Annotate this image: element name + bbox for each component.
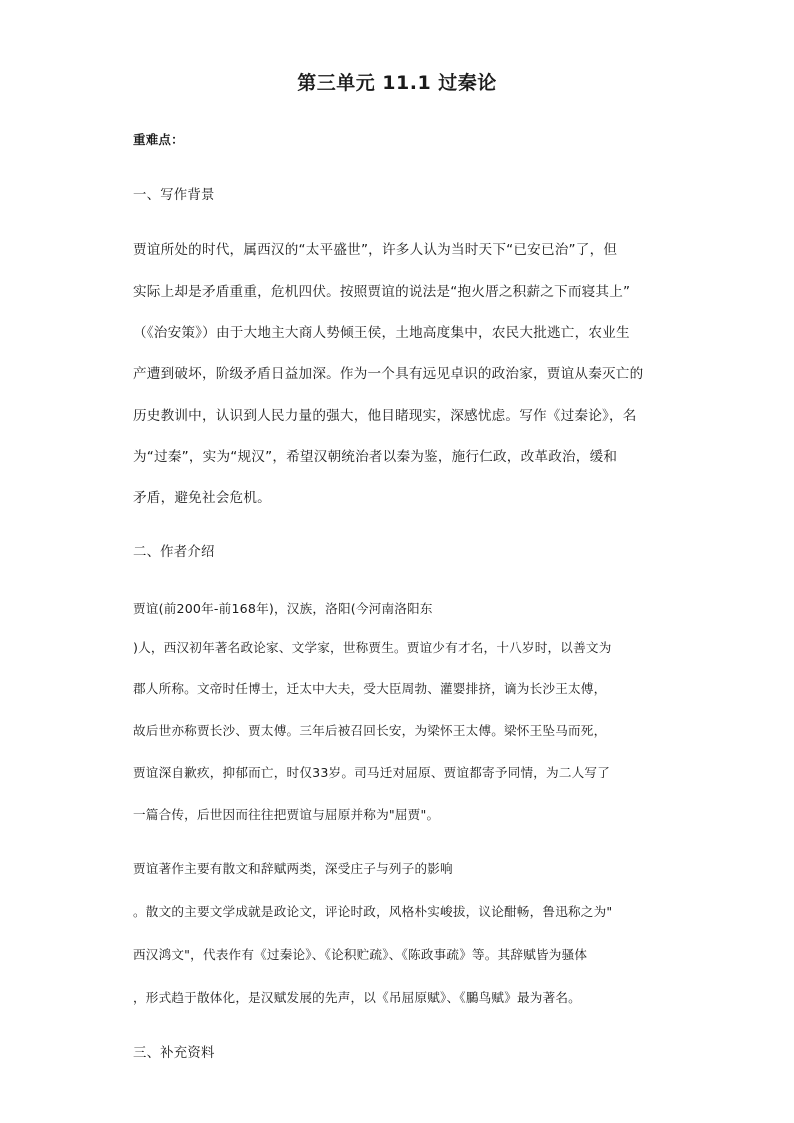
paragraph-line: 产遭到破坏，阶级矛盾日益加深。作为一个具有远见卓识的政治家，贾谊从秦灭亡的 bbox=[133, 366, 644, 382]
key-points-label: 重难点： bbox=[133, 132, 184, 147]
paragraph-line: 郡人所称。文帝时任博士，迁太中大夫，受大臣周勃、灌婴排挤，谪为长沙王太傅， bbox=[133, 681, 607, 696]
paragraph-line: 贾谊(前200年-前168年)，汉族，洛阳(今河南洛阳东 bbox=[133, 601, 433, 616]
paragraph-line: 。散文的主要文学成就是政论文，评论时政，风格朴实峻拔，议论酣畅，鲁迅称之为" bbox=[133, 904, 613, 919]
page-title: 第三单元 11.1 过秦论 bbox=[297, 72, 497, 94]
section-heading-supplement: 三、补充资料 bbox=[133, 1046, 215, 1061]
paragraph-line: 一篇合传，后世因而往往把贾谊与屈原并称为"屈贾"。 bbox=[133, 807, 440, 822]
paragraph-line: )人，西汉初年著名政论家、文学家，世称贾生。贾谊少有才名，十八岁时，以善文为 bbox=[133, 640, 612, 655]
paragraph-line: 贾谊著作主要有散文和辞赋两类，深受庄子与列子的影响 bbox=[133, 861, 453, 876]
paragraph-line: 矛盾，避免社会危机。 bbox=[133, 490, 271, 506]
section-heading-background: 一、写作背景 bbox=[133, 188, 215, 203]
paragraph-line: 贾谊所处的时代，属西汉的“太平盛世”，许多人认为当时天下“已安已治”了，但 bbox=[133, 242, 618, 258]
paragraph-line: 为“过秦”，实为“规汉”，希望汉朝统治者以秦为鉴，施行仁政，改革政治，缓和 bbox=[133, 449, 618, 465]
section-heading-author: 二、作者介绍 bbox=[133, 545, 215, 560]
paragraph-line: 贾谊深自歉疚，抑郁而亡，时仅33岁。司马迁对屈原、贾谊都寄予同情，为二人写了 bbox=[133, 765, 610, 780]
paragraph-line: ，形式趋于散体化，是汉赋发展的先声，以《吊屈原赋》、《鵩鸟赋》最为著名。 bbox=[133, 990, 581, 1005]
paragraph-line: （《治安策》）由于大地主大商人势倾王侯，土地高度集中，农民大批逃亡，农业生 bbox=[133, 325, 630, 341]
paragraph-line: 故后世亦称贾长沙、贾太傅。三年后被召回长安，为梁怀王太傅。梁怀王坠马而死， bbox=[133, 723, 607, 738]
paragraph-line: 西汉鸿文"，代表作有《过秦论》、《论积贮疏》、《陈政事疏》等。其辞赋皆为骚体 bbox=[133, 947, 588, 962]
paragraph-line: 实际上却是矛盾重重，危机四伏。按照贾谊的说法是“抱火厝之积薪之下而寝其上” bbox=[133, 284, 631, 300]
paragraph-line: 历史教训中，认识到人民力量的强大，他目睹现实，深感忧虑。写作《过秦论》，名 bbox=[133, 408, 637, 424]
